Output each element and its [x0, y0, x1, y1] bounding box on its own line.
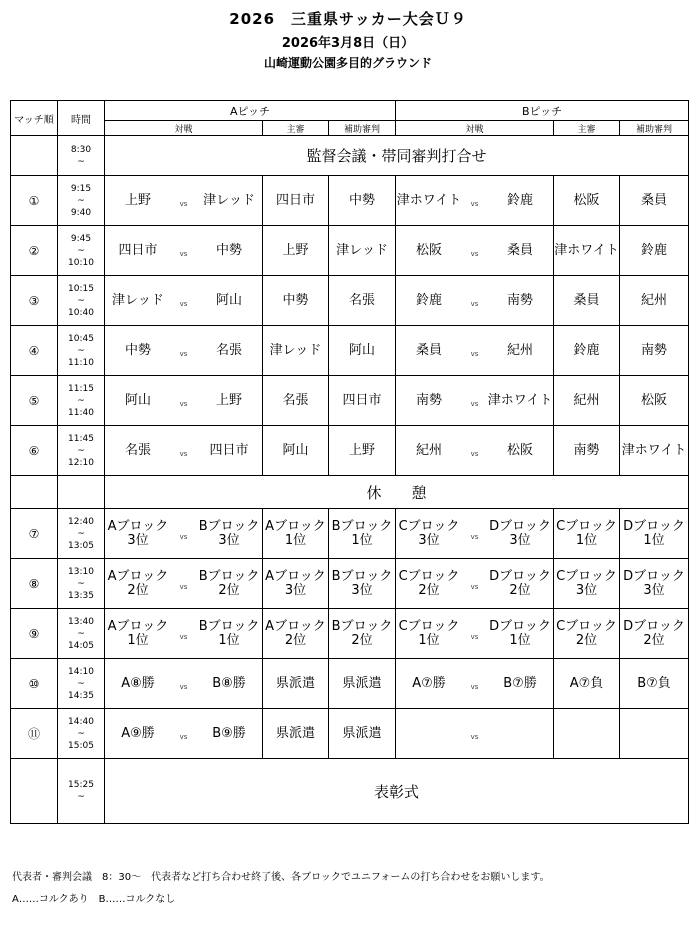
pitch-a-referee: 名張 [282, 392, 309, 408]
pitch-a-home-team: 名張 [124, 442, 151, 458]
match-row [11, 559, 689, 609]
pitch-a-home-team: 四日市 [118, 242, 158, 258]
vs-label: vs [470, 400, 479, 408]
pitch-a-match-cell [105, 509, 263, 559]
end-time: 11:40 [68, 407, 94, 418]
pitch-a-assistant: 四日市 [342, 392, 382, 408]
time-tilde: ~ [77, 728, 85, 739]
pitch-a-away-team: 津レッド [203, 192, 255, 208]
end-time: 10:40 [68, 307, 94, 318]
start-time: 13:40 [68, 616, 94, 627]
pitch-a-home-team: Aブロック2位 [107, 568, 169, 598]
match-number: ① [28, 193, 40, 208]
match-time [58, 609, 105, 659]
vs-label: vs [470, 250, 479, 258]
match-number: ⑩ [28, 676, 40, 691]
header-pitch-b: Bピッチ [396, 101, 689, 121]
pitch-b-home-team: Cブロック1位 [398, 618, 460, 648]
vs-label: vs [179, 450, 188, 458]
match-time [58, 176, 105, 226]
pitch-b-match-cell [396, 709, 554, 759]
match-time [58, 376, 105, 426]
match-time [58, 326, 105, 376]
pitch-b-away-team: B⑦勝 [503, 675, 537, 691]
match-number: ⑤ [28, 393, 40, 408]
pitch-a-home-team: A⑨勝 [121, 725, 155, 741]
match-number: ③ [28, 293, 40, 308]
time-tilde: ~ [77, 195, 85, 206]
start-time: 10:15 [68, 283, 94, 294]
match-number: ⑪ [27, 727, 40, 741]
start-time: 13:10 [68, 566, 94, 577]
match-row [11, 709, 689, 759]
pitch-b-referee: A⑦負 [569, 675, 604, 691]
match-row [11, 226, 689, 276]
pitch-a-away-team: Bブロック3位 [198, 518, 260, 548]
match-row [11, 659, 689, 709]
pitch-a-home-team: 中勢 [124, 342, 151, 358]
pitch-a-home-team: Aブロック1位 [107, 618, 169, 648]
vs-label: vs [179, 400, 188, 408]
match-row [11, 376, 689, 426]
opening-note: 監督会議・帯同審判打合せ [105, 136, 689, 176]
vs-label: vs [179, 633, 188, 641]
vs-label: vs [179, 583, 188, 591]
match-number: ⑨ [28, 626, 40, 641]
header-b-match: 対戦 [396, 121, 554, 136]
pitch-b-referee: 松阪 [573, 192, 600, 208]
pitch-b-referee: Cブロック1位 [556, 518, 617, 548]
match-row [11, 509, 689, 559]
header-pitch-a: Aピッチ [105, 101, 396, 121]
time-tilde: ~ [77, 528, 85, 539]
note-line-2: A……コルクあり B……コルクなし [12, 894, 176, 905]
header-a-referee: 主審 [263, 121, 329, 136]
pitch-a-assistant: 津レッド [336, 242, 388, 258]
award-row [11, 759, 689, 824]
pitch-a-match-cell [105, 376, 263, 426]
pitch-a-home-team: A⑧勝 [121, 675, 155, 691]
time-tilde: ~ [77, 445, 85, 456]
pitch-a-match-cell [105, 326, 263, 376]
pitch-b-home-team: 紀州 [415, 442, 442, 458]
start-time: 9:15 [70, 183, 92, 194]
pitch-a-referee: 上野 [282, 242, 309, 258]
pitch-b-match-cell [396, 609, 554, 659]
pitch-a-match-cell [105, 609, 263, 659]
time-tilde: ~ [77, 245, 85, 256]
header-a-assistant: 補助審判 [329, 121, 396, 136]
match-row [11, 426, 689, 476]
header-b-referee: 主審 [554, 121, 620, 136]
note-line-1: 代表者・審判会議 8：30～ 代表者など打ち合わせ終了後、各ブロックでユニフォームの打ち合わせをお願いします。 [12, 872, 550, 883]
header-match-order: マッチ順 [11, 101, 58, 136]
pitch-a-home-team: 阿山 [124, 392, 151, 408]
pitch-b-away-team: 南勢 [507, 292, 534, 308]
vs-label: vs [179, 350, 188, 358]
pitch-b-match-cell [396, 509, 554, 559]
pitch-a-referee: Aブロック3位 [265, 568, 326, 598]
pitch-a-match-cell [105, 559, 263, 609]
match-time [58, 659, 105, 709]
pitch-b-match-cell [396, 559, 554, 609]
pitch-b-match-cell [396, 659, 554, 709]
pitch-b-away-team: 鈴鹿 [507, 192, 534, 208]
pitch-b-referee: 鈴鹿 [573, 342, 600, 358]
pitch-b-away-team: 紀州 [507, 342, 534, 358]
vs-label: vs [179, 683, 188, 691]
vs-label: vs [470, 583, 479, 591]
opening-row [11, 136, 689, 176]
pitch-b-referee: Cブロック2位 [556, 618, 617, 648]
break-note: 休 憩 [105, 476, 689, 509]
pitch-b-assistant: Dブロック1位 [623, 518, 685, 548]
time-tilde: ~ [77, 395, 85, 406]
break-row [11, 476, 689, 509]
header-b-assistant: 補助審判 [620, 121, 689, 136]
start-time: 14:40 [68, 716, 94, 727]
pitch-b-assistant: Dブロック2位 [623, 618, 685, 648]
pitch-b-away-team: Dブロック3位 [489, 518, 551, 548]
vs-label: vs [179, 200, 188, 208]
time-tilde: ~ [77, 345, 85, 356]
pitch-b-home-team: 桑員 [415, 342, 442, 358]
pitch-a-away-team: 阿山 [216, 292, 243, 308]
end-time: 13:05 [68, 540, 94, 551]
pitch-a-away-team: 四日市 [209, 442, 249, 458]
pitch-b-match-cell [396, 276, 554, 326]
pitch-b-referee: 紀州 [573, 392, 600, 408]
pitch-a-referee: 中勢 [282, 292, 309, 308]
match-time [58, 426, 105, 476]
pitch-b-assistant: 紀州 [641, 292, 668, 308]
pitch-a-referee: 県派遣 [275, 725, 315, 741]
event-date: 2026年3月8日（日） [281, 36, 415, 51]
pitch-b-assistant: B⑦負 [637, 675, 671, 691]
schedule-table [10, 100, 689, 824]
vs-label: vs [179, 733, 188, 741]
award-time [58, 759, 105, 824]
match-time [58, 709, 105, 759]
pitch-b-home-team: Cブロック2位 [398, 568, 460, 598]
pitch-b-assistant: 鈴鹿 [641, 242, 668, 258]
pitch-a-assistant: 県派遣 [342, 675, 382, 691]
pitch-b-referee: 南勢 [573, 442, 600, 458]
venue-name: 山崎運動公園多目的グラウンド [263, 56, 432, 70]
pitch-a-assistant: Bブロック2位 [331, 618, 393, 648]
pitch-b-match-cell [396, 326, 554, 376]
start-time: 10:45 [68, 333, 94, 344]
match-row [11, 326, 689, 376]
award-start: 15:25 [68, 780, 94, 790]
pitch-a-away-team: B⑨勝 [212, 725, 246, 741]
end-time: 9:40 [70, 207, 92, 218]
start-time: 11:15 [68, 383, 94, 394]
start-time: 14:10 [68, 666, 94, 677]
pitch-a-away-team: B⑧勝 [212, 675, 246, 691]
vs-label: vs [470, 733, 479, 741]
pitch-a-referee: 県派遣 [275, 675, 315, 691]
pitch-a-referee: 津レッド [269, 342, 322, 358]
match-time [58, 226, 105, 276]
pitch-a-referee: Aブロック1位 [265, 518, 326, 548]
award-note: 表彰式 [105, 759, 689, 824]
match-number: ⑥ [28, 443, 40, 458]
end-time: 13:35 [68, 590, 94, 601]
pitch-b-assistant: 桑員 [641, 192, 668, 208]
pitch-a-assistant: 中勢 [349, 192, 376, 208]
end-time: 11:10 [68, 357, 94, 368]
pitch-a-assistant: 阿山 [349, 342, 376, 358]
end-time: 14:05 [68, 640, 94, 651]
match-time [58, 559, 105, 609]
pitch-a-match-cell [105, 659, 263, 709]
match-number: ④ [28, 343, 40, 358]
pitch-b-referee: 津ホワイト [554, 242, 619, 258]
start-time: 11:45 [68, 433, 94, 444]
pitch-a-referee: 阿山 [282, 442, 309, 458]
pitch-a-match-cell [105, 276, 263, 326]
pitch-a-match-cell [105, 176, 263, 226]
time-tilde: ~ [77, 578, 85, 589]
pitch-a-match-cell [105, 226, 263, 276]
match-time [58, 509, 105, 559]
vs-label: vs [470, 450, 479, 458]
pitch-b-referee: 桑員 [573, 292, 600, 308]
pitch-b-match-cell [396, 226, 554, 276]
match-number: ⑧ [28, 576, 40, 591]
pitch-b-home-team: Cブロック3位 [398, 518, 460, 548]
pitch-b-home-team: 津ホワイト [396, 192, 462, 208]
pitch-b-away-team: 津ホワイト [487, 392, 553, 408]
time-tilde: ~ [77, 295, 85, 306]
vs-label: vs [470, 300, 479, 308]
pitch-a-away-team: Bブロック1位 [198, 618, 260, 648]
pitch-a-match-cell [105, 426, 263, 476]
vs-label: vs [179, 533, 188, 541]
pitch-b-assistant: Dブロック3位 [623, 568, 685, 598]
vs-label: vs [470, 350, 479, 358]
pitch-a-assistant: 上野 [349, 442, 376, 458]
pitch-b-referee: Cブロック3位 [556, 568, 617, 598]
pitch-a-away-team: Bブロック2位 [198, 568, 260, 598]
pitch-b-away-team: Dブロック1位 [489, 618, 551, 648]
opening-time: 8:30 ~ [58, 136, 105, 176]
pitch-a-assistant: 県派遣 [342, 725, 382, 741]
match-number: ② [28, 243, 40, 258]
page-title: 2026 三重県サッカー大会Ｕ９ [229, 10, 467, 28]
end-time: 12:10 [68, 457, 94, 468]
end-time: 15:05 [68, 740, 94, 751]
vs-label: vs [470, 633, 479, 641]
pitch-a-away-team: 中勢 [216, 242, 243, 258]
start-time: 9:45 [70, 233, 92, 244]
vs-label: vs [470, 200, 479, 208]
header-a-match: 対戦 [105, 121, 263, 136]
pitch-a-home-team: Aブロック3位 [107, 518, 169, 548]
pitch-b-home-team: A⑦勝 [412, 675, 446, 691]
pitch-b-match-cell [396, 176, 554, 226]
pitch-b-away-team: 松阪 [507, 442, 534, 458]
vs-label: vs [179, 300, 188, 308]
match-row [11, 609, 689, 659]
award-tilde: ~ [77, 792, 85, 802]
pitch-a-away-team: 上野 [216, 392, 243, 408]
pitch-b-home-team: 鈴鹿 [415, 292, 442, 308]
pitch-a-match-cell [105, 709, 263, 759]
pitch-a-away-team: 名張 [216, 342, 243, 358]
end-time: 14:35 [68, 690, 94, 701]
pitch-b-assistant: 津ホワイト [621, 442, 687, 458]
pitch-b-match-cell [396, 426, 554, 476]
pitch-b-home-team: 南勢 [415, 392, 442, 408]
match-row [11, 276, 689, 326]
end-time: 10:10 [68, 257, 94, 268]
vs-label: vs [470, 683, 479, 691]
match-time [58, 276, 105, 326]
pitch-a-assistant: Bブロック3位 [331, 568, 393, 598]
pitch-a-referee: Aブロック2位 [265, 618, 326, 648]
pitch-b-assistant: 松阪 [641, 392, 668, 408]
pitch-a-home-team: 上野 [124, 192, 151, 208]
match-row [11, 176, 689, 226]
pitch-a-home-team: 津レッド [112, 292, 164, 308]
pitch-b-assistant: 南勢 [641, 342, 668, 358]
pitch-b-away-team: Dブロック2位 [489, 568, 551, 598]
pitch-a-assistant: 名張 [349, 292, 376, 308]
start-time: 12:40 [68, 516, 94, 527]
time-tilde: ~ [77, 628, 85, 639]
vs-label: vs [179, 250, 188, 258]
vs-label: vs [470, 533, 479, 541]
pitch-a-referee: 四日市 [275, 192, 315, 208]
pitch-b-match-cell [396, 376, 554, 426]
pitch-b-away-team: 桑員 [507, 242, 534, 258]
header-time: 時間 [58, 101, 105, 136]
pitch-a-assistant: Bブロック1位 [331, 518, 393, 548]
match-number: ⑦ [28, 526, 40, 541]
time-tilde: ~ [77, 678, 85, 689]
pitch-b-home-team: 松阪 [415, 242, 442, 258]
